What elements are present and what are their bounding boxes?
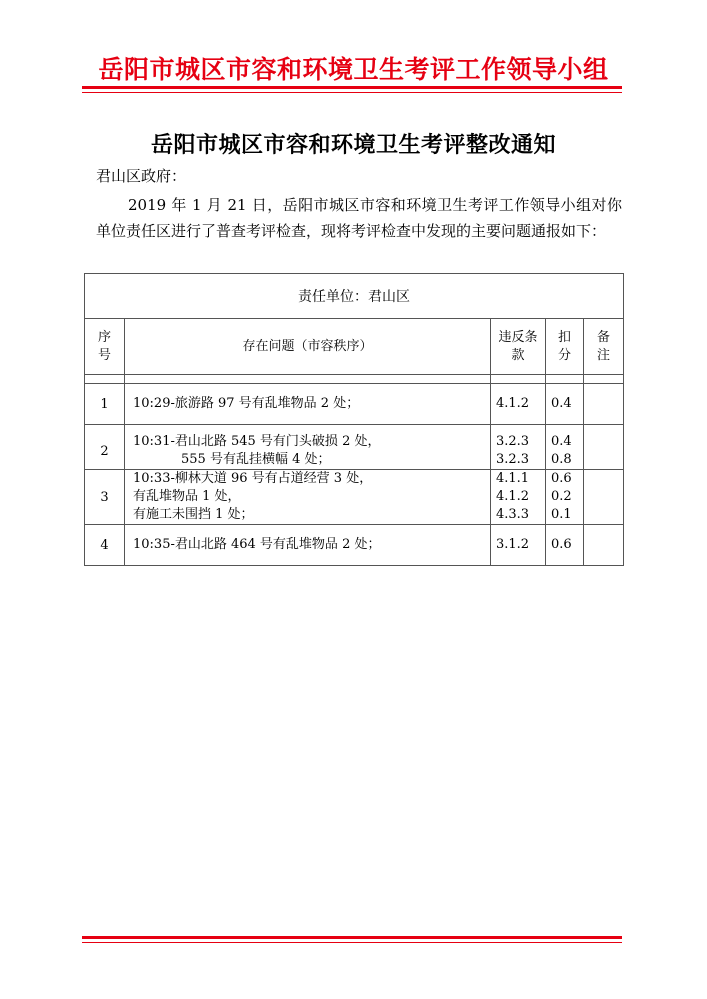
spacer-row: [85, 375, 624, 384]
row-points: [546, 470, 584, 525]
table-header-row: [85, 319, 624, 375]
issue-line: 有施工未围挡 1 处；: [133, 507, 254, 522]
table-row: [85, 470, 624, 525]
salutation: 君山区政府：: [96, 167, 187, 185]
table-row: [85, 525, 624, 566]
clause-line: 3.2.3: [496, 452, 530, 467]
spacer-row: [85, 425, 624, 434]
row-clause: [491, 525, 546, 566]
clause-line: 4.1.2: [496, 396, 530, 411]
header-red-line-thick: [82, 86, 622, 89]
org-header-title: 岳阳市城区市容和环境卫生考评工作领导小组: [98, 55, 609, 84]
points-line: 0.4: [551, 396, 572, 411]
row-index: 1: [85, 384, 125, 425]
row-index: 3: [85, 470, 125, 525]
row-points: [546, 525, 584, 566]
issue-line: 10:29-旅游路 97 号有乱堆物品 2 处；: [133, 396, 360, 411]
clause-line: 4.1.2: [496, 489, 530, 504]
table-row: [85, 384, 624, 425]
row-issue: [125, 384, 491, 425]
issue-table: [84, 273, 624, 566]
issue-line: 10:31-君山北路 545 号有门头破损 2 处，: [133, 434, 381, 449]
row-notes: [584, 384, 624, 425]
issue-table-wrapper: [84, 273, 623, 566]
points-line: 0.2: [551, 489, 572, 504]
clause-line: 4.1.1: [496, 471, 530, 486]
row-notes: [584, 433, 624, 470]
header-red-line-thin: [82, 92, 622, 93]
document-title: 岳阳市城区市容和环境卫生考评整改通知: [150, 133, 556, 158]
row-index: 4: [85, 525, 125, 566]
unit-row: [85, 274, 624, 319]
clause-line: 3.1.2: [496, 537, 530, 552]
issue-line: 555 号有乱挂横幅 4 处；: [181, 452, 331, 467]
points-line: 0.6: [551, 537, 572, 552]
row-issue: [125, 525, 491, 566]
footer-red-line-thin: [82, 942, 622, 943]
points-line: 0.8: [551, 452, 572, 467]
points-line: 0.4: [551, 434, 572, 449]
responsible-unit: 责任单位：君山区: [85, 274, 624, 319]
table-row: [85, 433, 624, 470]
row-issue: [125, 470, 491, 525]
row-clause: [491, 470, 546, 525]
header-notes: 备注: [584, 319, 624, 375]
row-clause: [491, 433, 546, 470]
row-notes: [584, 525, 624, 566]
issue-line: 有乱堆物品 1 处，: [133, 489, 241, 504]
intro-paragraph: 2019 年 1 月 21 日，岳阳市城区市容和环境卫生考评工作领导小组对你单位责任区进行了普查考评检查，现将考评检查中发现的主要问题通报如下：: [96, 196, 622, 240]
clause-line: 3.2.3: [496, 434, 530, 449]
clause-line: 4.3.3: [496, 507, 530, 522]
row-points: [546, 384, 584, 425]
row-points: [546, 433, 584, 470]
points-line: 0.1: [551, 507, 572, 522]
footer-red-line-thick: [82, 936, 622, 939]
row-issue: [125, 433, 491, 470]
row-clause: [491, 384, 546, 425]
row-index: 2: [85, 433, 125, 470]
header-issue: 存在问题（市容秩序）: [125, 319, 491, 375]
issue-line: 10:33-柳林大道 96 号有占道经营 3 处，: [133, 471, 373, 486]
issue-line: 10:35-君山北路 464 号有乱堆物品 2 处；: [133, 537, 381, 552]
header-points: 扣分: [546, 319, 584, 375]
points-line: 0.6: [551, 471, 572, 486]
header-clause: 违反条款: [491, 319, 546, 375]
header-index: 序号: [85, 319, 125, 375]
row-notes: [584, 470, 624, 525]
